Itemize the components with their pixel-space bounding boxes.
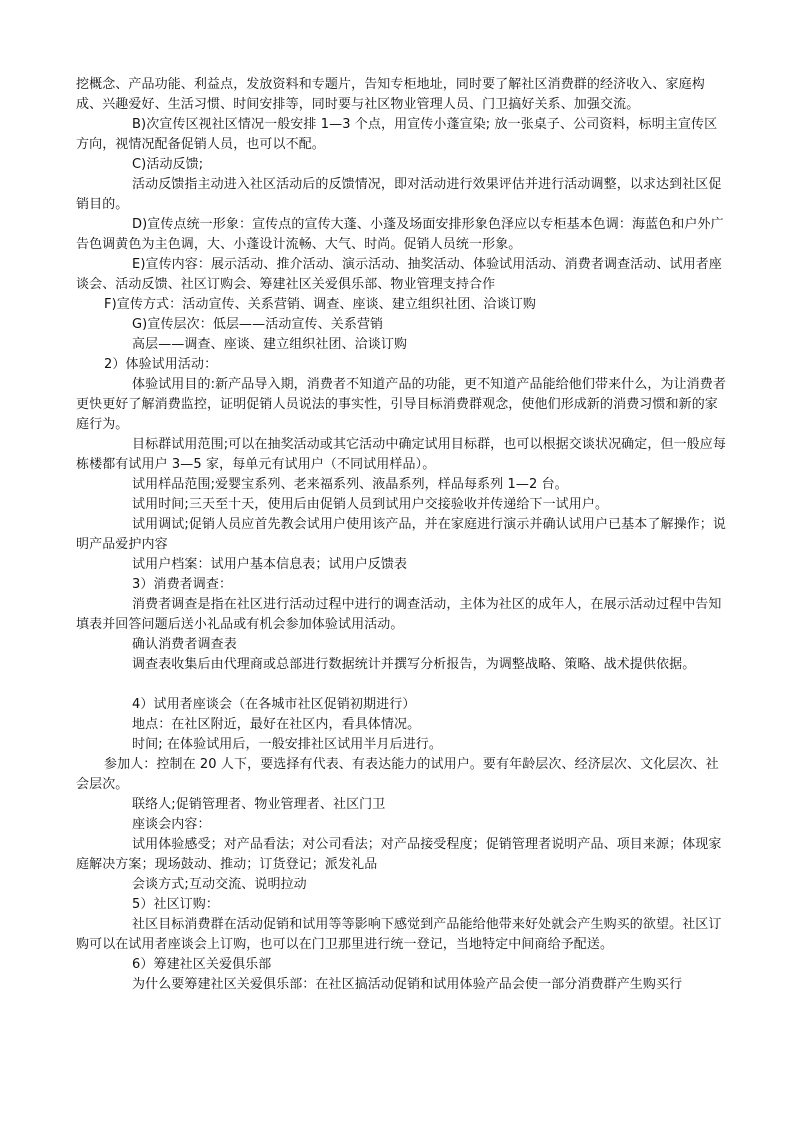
paragraph: G)宣传层次：低层——活动宣传、关系营销 xyxy=(132,317,384,332)
section-heading: 5）社区订购： xyxy=(132,897,219,912)
paragraph: 为什么要筹建社区关爱俱乐部：在社区搞活动促销和试用体验产品会使一部分消费群产生购买行 xyxy=(132,977,683,992)
paragraph: 联络人;促销管理者、物业管理者、社区门卫 xyxy=(132,797,386,812)
paragraph: 试用户档案：试用户基本信息表；试用户反馈表 xyxy=(132,557,408,572)
paragraph: 调查表收集后由代理商或总部进行数据统计并撰写分析报告，为调整战略、策略、战术提供依据。 xyxy=(132,657,696,672)
paragraph: 参加人：控制在 20 人下，要选择有代表、有表达能力的试用户。要有年龄层次、经济层次、文化层次、社会层次。 xyxy=(76,757,719,792)
paragraph: 会谈方式;互动交流、说明拉动 xyxy=(132,877,307,892)
paragraph: 高层——调查、座谈、建立组织社团、洽谈订购 xyxy=(132,337,408,352)
paragraph: 体验试用目的:新产品导入期，消费者不知道产品的功能，更不知道产品能给他们带来什么，为让消费者更快更好了解消费监控，证明促销人员说法的事实性，引导目标消费群观念，使他们形成新的消费习惯和新的家庭行为。 xyxy=(76,377,726,432)
paragraph: 试用调试;促销人员应首先教会试用户使用该产品，并在家庭进行演示并确认试用户已基本了解操作；说明产品爱护内容 xyxy=(76,517,726,552)
paragraph: 确认消费者调查表 xyxy=(132,637,237,652)
paragraph: 社区目标消费群在活动促销和试用等等影响下感觉到产品能给他带来好处就会产生购买的欲望。社区订购可以在试用者座谈会上订购，也可以在门卫那里进行统一登记，当地特定中间商给予配送。 xyxy=(76,917,722,952)
paragraph: 试用时间;三天至十天，使用后由促销人员到试用户交接验收并传递给下一试用户。 xyxy=(132,497,609,512)
paragraph: 试用样品范围;爱婴宝系列、老来福系列、液晶系列，样品每系列 1—2 台。 xyxy=(132,477,568,492)
paragraph: B)次宣传区视社区情况一般安排 1—3 个点，用宣传小蓬宣染; 放一张桌子、公司资料，标明主宣传区方向，视情况配备促销人员，也可以不配。 xyxy=(76,117,718,152)
paragraph: F)宣传方式：活动宣传、关系营销、调查、座谈、建立组织社团、洽谈订购 xyxy=(104,297,536,312)
paragraph: 活动反馈指主动进入社区活动后的反馈情况，即对活动进行效果评估并进行活动调整，以求达到社区促销目的。 xyxy=(76,177,722,212)
paragraph: C)活动反馈; xyxy=(132,157,204,172)
paragraph: 座谈会内容： xyxy=(132,817,211,832)
paragraph: 目标群试用范围;可以在抽奖活动或其它活动中确定试用目标群，也可以根据交谈状况确定，但一般应每栋楼都有试用户 3—5 家，每单元有试用户（不同试用样品）。 xyxy=(76,437,726,472)
section-heading: 4）试用者座谈会（在各城市社区促销初期进行） xyxy=(132,697,416,712)
paragraph: 时间; 在体验试用后，一般安排社区试用半月后进行。 xyxy=(132,737,443,752)
paragraph: 消费者调查是指在社区进行活动过程中进行的调查活动，主体为社区的成年人，在展示活动过程中告知填表并回答问题后送小礼品或有机会参加体验试用活动。 xyxy=(76,597,722,632)
paragraph: 挖概念、产品功能、利益点，发放资料和专题片，告知专柜地址，同时要了解社区消费群的经济收入、家庭构成、兴趣爱好、生活习惯、时间安排等，同时要与社区物业管理人员、门卫搞好关系、加强交流。 xyxy=(76,77,705,112)
section-heading: 3）消费者调查： xyxy=(132,577,233,592)
paragraph: 试用体验感受；对产品看法；对公司看法；对产品接受程度；促销管理者说明产品、项目来源；体现家庭解决方案；现场鼓动、推动；订货登记；派发礼品 xyxy=(76,837,722,872)
section-heading: 6）筹建社区关爱俱乐部 xyxy=(132,957,272,972)
blank-line xyxy=(76,675,726,695)
section-heading: 2）体验试用活动： xyxy=(104,357,218,372)
paragraph: E)宣传内容：展示活动、推介活动、演示活动、抽奖活动、体验试用活动、消费者调查活动、试用者座谈会、活动反馈、社区订购会、筹建社区关爱俱乐部、物业管理支持合作 xyxy=(76,257,722,292)
paragraph: D)宣传点统一形象：宣传点的宣传大蓬、小蓬及场面安排形象色泽应以专柜基本色调：海蓝色和户外广告色调黄色为主色调，大、小蓬设计流畅、大气、时尚。促销人员统一形象。 xyxy=(76,217,724,252)
paragraph: 地点：在社区附近，最好在社区内，看具体情况。 xyxy=(132,717,421,732)
